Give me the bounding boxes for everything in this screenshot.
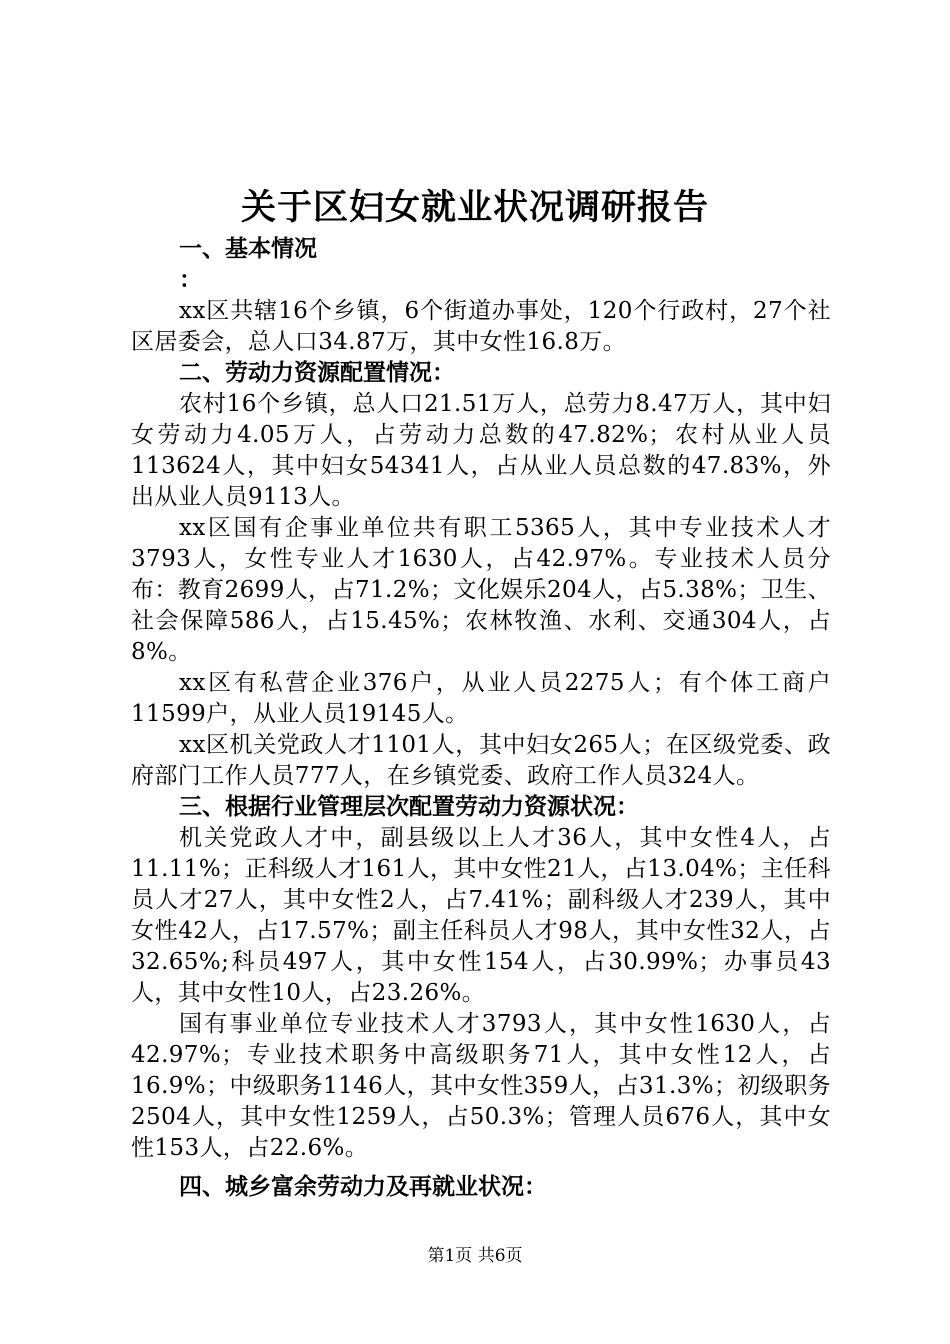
- document-body: [131, 234, 831, 1203]
- paragraph-state-enterprise: xx区国有企事业单位共有职工5365人，其中专业技术人才3793人，女性专业人才1630人，占42.97%。专业技术人员分布：教育2699人，占71.2%；文化娱乐204人，占5.38%；卫生、社会保障586人，占15.45%；农林牧渔、水利、交通304人，占8%。: [131, 515, 831, 665]
- section-heading-basic-info: 一、基本情况: [179, 236, 317, 262]
- paragraph-party-government: xx区机关党政人才1101人，其中妇女265人；在区级党委、政府部门工作人员777人，在乡镇党委、政府工作人员324人。: [131, 732, 831, 789]
- page-footer: 第1页 共6页: [427, 1246, 523, 1266]
- paragraph-rural-labor: 农村16个乡镇，总人口21.51万人，总劳力8.47万人，其中妇女劳动力4.05万人，占劳动力总数的47.82%；农村从业人员113624人，其中妇女54341人，占从业人员总数的47.83%，外出从业人员9113人。: [131, 391, 831, 510]
- document-title: 关于区妇女就业状况调研报告: [240, 187, 709, 228]
- section-heading-management-levels: 三、根据行业管理层次配置劳动力资源状况：: [179, 794, 639, 820]
- section-heading-surplus-labor: 四、城乡富余劳动力及再就业状况：: [179, 1174, 547, 1200]
- paragraph-basic-info: xx区共辖16个乡镇，6个街道办事处，120个行政村，27个社区居委会，总人口34.87万，其中女性16.8万。: [131, 298, 831, 355]
- section-heading-labor-allocation: 二、劳动力资源配置情况：: [179, 360, 455, 386]
- paragraph-official-ranks: 机关党政人才中，副县级以上人才36人，其中女性4人，占11.11%；正科级人才161人，其中女性21人，占13.04%；主任科员人才27人，其中女性2人，占7.41%；副科级人才239人，其中女性42人，占17.57%；副主任科员人才98人，其中女性32人，占32.65%;科员497人，其中女性154人，占30.99%；办事员43人，其中女性10人，占23.26%。: [131, 825, 831, 1006]
- paragraph-professional-titles: 国有事业单位专业技术人才3793人，其中女性1630人，占42.97%；专业技术职务中高级职务71人，其中女性12人，占16.9%；中级职务1146人，其中女性359人，占31.3%；初级职务2504人，其中女性1259人，占50.3%；管理人员676人，其中女性153人，占22.6%。: [131, 1011, 831, 1161]
- section-colon: ：: [179, 267, 202, 293]
- paragraph-private-enterprise: xx区有私营企业376户，从业人员2275人；有个体工商户11599户，从业人员19145人。: [131, 670, 831, 727]
